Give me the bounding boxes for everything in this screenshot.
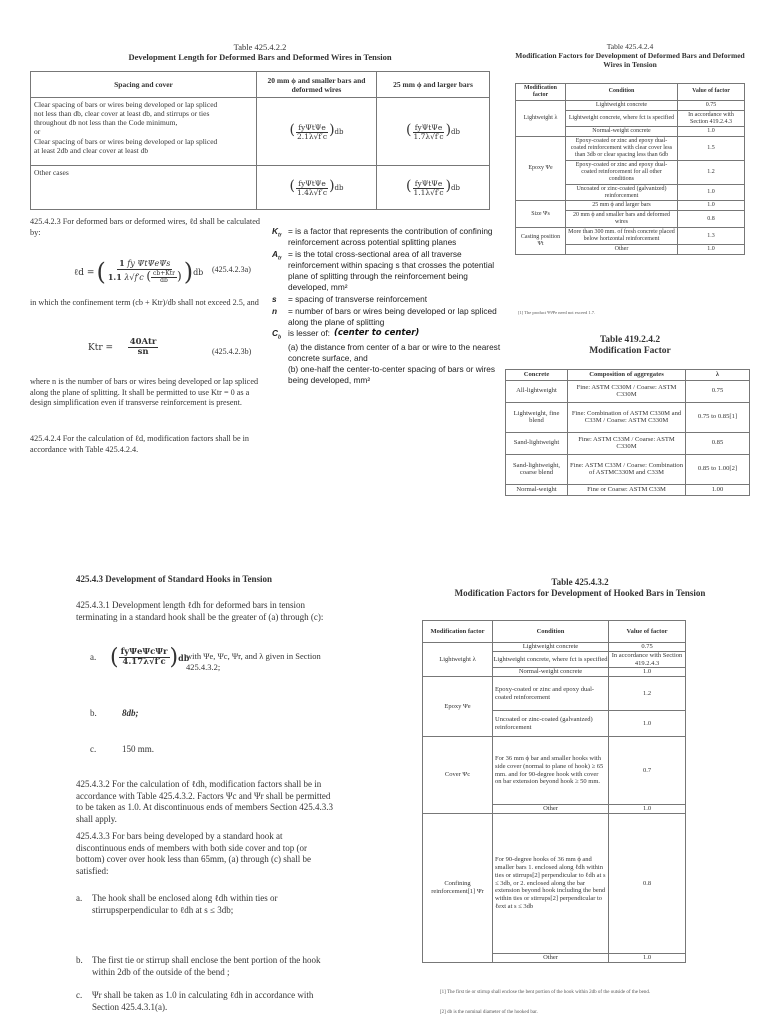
- table-title: Modification Factors for Development of Hooked Bars in Tension: [454, 587, 706, 598]
- row-value: 1.3: [678, 228, 745, 245]
- row-lambda: 1.00: [686, 484, 750, 495]
- table-title: Development Length for Deformed Bars and Deformed Wires in Tension: [128, 52, 392, 63]
- note-cb: $C_b$ is lesser of: (center to center): [272, 328, 420, 342]
- row-factor: Lightweight λ: [423, 643, 493, 677]
- col-header: 25 mm ϕ and larger bars: [377, 72, 490, 98]
- table-425-4-2-2: [30, 71, 490, 210]
- col-header: Concrete: [506, 370, 568, 381]
- eq-num: 1: [119, 258, 125, 269]
- row-concrete: Sand-lightweight: [506, 432, 568, 454]
- note-text: = spacing of transverse reinforcement: [288, 293, 428, 304]
- formula-db: db: [451, 183, 461, 192]
- row-condition: More than 300 mm. of fresh concrete placed below horizontal reinforcement: [566, 228, 678, 245]
- paragraph-425-4-3-1: 425.4.3.1 Development length ℓdh for deformed bars in tension terminating in a standard hook shall be the greater of (a) through (c):: [76, 600, 324, 622]
- table-419-2-4-2-caption: [520, 335, 740, 358]
- paragraph-425-4-3-2: 425.4.3.2 For the calculation of ℓdh, modification factors shall be in accordance with Table 425.4.3.2. Factors Ψc and Ψr shall be permitted to be taken as 1.0. At discontinuous ends of members Section 425.4.3.3 shall apply.: [76, 779, 333, 824]
- row-condition: Normal-weight concrete: [493, 668, 609, 677]
- table-footnote: [1] The product ΨtΨe need not exceed 1.7.: [518, 310, 596, 315]
- formula-cell: ( $\frac{\text{fyΨtΨe}}{1.7\lambda√f'c}$ )db: [377, 98, 490, 166]
- formula-db: db: [451, 127, 461, 136]
- list-label: a.: [76, 893, 83, 903]
- note-text: = is the total cross-sectional area of all traverse reinforcement within spacing s that crosses the potential plane of splitting through the reinforcement being developed, mm²: [288, 248, 495, 292]
- row-factor: Epoxy Ψe: [423, 677, 493, 737]
- row-concrete: All-lightweight: [506, 380, 568, 402]
- formula-denominator: 1.4λ√f′c: [296, 187, 328, 197]
- col-header: Spacing and cover: [31, 72, 257, 98]
- equation-ref: (425.4.2.3b): [212, 347, 252, 356]
- row-value: 1.5: [678, 137, 745, 161]
- row-condition: Epoxy-coated or zinc and epoxy dual-coated reinforcement: [493, 677, 609, 711]
- list-label: b.: [90, 708, 97, 718]
- eq-den: 4.17λ√f′c: [122, 657, 166, 667]
- notes-block: [272, 226, 502, 385]
- table-425-4-3-2: [422, 620, 686, 963]
- row-condition: Epoxy-coated or zinc and epoxy dual-coated reinforcement with clear cover less than 3db or clear spacing less than 6db: [566, 137, 678, 161]
- col-header: λ: [686, 370, 750, 381]
- row-aggregate: Fine: ASTM C33M / Coarse: Combination of ASTMC330M and C33M: [568, 454, 686, 484]
- row-condition: Other: [566, 244, 678, 254]
- row-value: In accordance with Section 419.2.4.3: [678, 110, 745, 127]
- eq-den: sn: [137, 347, 149, 358]
- table-419-2-4-2: [505, 369, 750, 496]
- handwritten-annotation: (center to center): [333, 328, 420, 339]
- row-concrete: Lightweight, fine blend: [506, 402, 568, 432]
- note-text: = number of bars or wires being developed or lap spliced along the plane of splitting: [288, 305, 497, 327]
- where-paragraph: where n is the number of bars or wires being developed or lap spliced along the plane of splitting. It shall be permitted to use Ktr = 0 as a design simplification even if transverse reinforcement is present.: [30, 377, 259, 407]
- row-factor: Size Ψs: [516, 201, 566, 228]
- row-condition: For 90-degree hooks of 36 mm ϕ and smaller bars 1. enclosed along ℓdh within ties or stirrups[2] perpendicular to ℓdh at s ≤ 3db, or 2. enclosed along the bar extension beyond hook including the bend within ties or stirrups[2] perpendicular to ℓext at s ≤ 3db: [493, 813, 609, 953]
- formula-cell: ( $\frac{\text{fyΨtΨe}}{1.4\lambda√f'c}$ )db: [257, 166, 377, 210]
- row-value: 1.2: [678, 161, 745, 185]
- eq-den: 1.1: [107, 271, 122, 282]
- row-condition: Uncoated or zinc-coated (galvanized) reinforcement: [566, 184, 678, 201]
- cell-line: Clear spacing of bars or wires being developed or lap spliced: [34, 100, 218, 109]
- row-lambda: 0.75: [686, 380, 750, 402]
- eq-num: fy: [127, 259, 135, 269]
- eq-num: fyΨeΨcΨr: [120, 646, 168, 657]
- list-label: c.: [76, 990, 83, 1000]
- section-heading: 425.4.3 Development of Standard Hooks in Tension: [76, 574, 273, 584]
- formula-numerator: fyΨtΨe: [298, 122, 326, 132]
- list-item-c: Ψr shall be taken as 1.0 in calculating ℓdh in accordance with Section 425.4.3.1(a).: [92, 990, 314, 1012]
- formula-cell: ( $\frac{\text{fyΨtΨe}}{1.1\lambda√f'c}$ )db: [377, 166, 490, 210]
- cell-line: not less than db, clear cover at least db, and stirrups or ties: [34, 109, 210, 119]
- row-factor: Lightweight λ: [516, 100, 566, 137]
- cell-line: throughout db not less than the Code minimum,: [34, 118, 178, 128]
- list-label: a.: [90, 652, 97, 662]
- col-header: Modification factor: [516, 84, 566, 101]
- row-condition: Lightweight concrete, where fct is specified: [566, 110, 678, 127]
- formula-numerator: fyΨtΨe: [414, 178, 443, 188]
- col-header: Value of factor: [609, 621, 686, 643]
- row-condition: Other: [493, 953, 609, 962]
- row-aggregate: Fine or Coarse: ASTM C33M: [568, 484, 686, 495]
- row-value: 1.0: [609, 953, 686, 962]
- row-value: 1.0: [678, 201, 745, 211]
- eq-lhs: ℓd =: [74, 267, 95, 278]
- item-b-text: 8db;: [122, 708, 139, 718]
- table-footnote: [2] db is the nominal diameter of the hooked bar.: [440, 1010, 538, 1015]
- row-factor: Casting position Ψt: [516, 228, 566, 255]
- note-cb-b: (b) one-half the center-to-center spacing of bars or wires being developed, mm²: [288, 363, 496, 385]
- equation-425-4-2-3b: [88, 338, 165, 358]
- list-item-a: The hook shall be enclosed along ℓdh within ties or stirrupsperpendicular to ℓdh at s ≤ 3db;: [92, 893, 278, 915]
- section-425-4-2-3-intro: 425.4.2.3 For deformed bars or deformed wires, ℓd shall be calculated by:: [30, 217, 260, 237]
- row-value: In accordance with Section 419.2.4.3: [609, 651, 686, 668]
- table-cell: Other cases: [31, 166, 257, 210]
- col-header: 20 mm ϕ and smaller bars and deformed wires: [257, 72, 377, 98]
- note-ktr: $K_{tr}$ = is a factor that represents the contribution of confining reinforcement across potential splitting planes: [272, 226, 502, 248]
- eq-db: db: [178, 652, 190, 663]
- formula-denominator: 1.1λ√f′c: [413, 187, 444, 197]
- note-text: = is a factor that represents the contribution of confining reinforcement across potential splitting planes: [288, 226, 493, 247]
- cell-line: Clear spacing of bars or wires being developed or lap spliced: [34, 136, 218, 146]
- row-value: 0.8: [678, 211, 745, 228]
- row-value: 1.0: [678, 244, 745, 254]
- equation-425-4-2-3a: ℓd = ( 1 fy ΨtΨeΨs 1.1 λ√f′c ( $\frac{\text{cb+Ktr}}{db}$ ) ) db: [74, 258, 204, 286]
- table-cell: [31, 98, 257, 166]
- equation-hook-a-note: with Ψe, Ψc, Ψr, and λ given in Section 425.4.3.2;: [186, 651, 321, 672]
- row-condition: Other: [493, 805, 609, 814]
- cell-line: at least 2db and clear cover at least db: [34, 145, 149, 155]
- row-value: 0.8: [609, 813, 686, 953]
- table-label: Table 425.4.3.2: [551, 577, 609, 587]
- row-value: 1.0: [609, 668, 686, 677]
- row-condition: 20 mm ϕ and smaller bars and deformed wires: [566, 211, 678, 228]
- row-value: 0.75: [678, 100, 745, 110]
- col-header: Condition: [493, 621, 609, 643]
- formula-db: db: [334, 127, 344, 136]
- note-s: s = spacing of transverse reinforcement: [272, 293, 428, 304]
- table-title: Modification Factors for Development of Deformed Bars and Deformed Wires in Tension: [515, 51, 745, 69]
- table-footnote: [1] The first tie or stirrup shall enclose the bent portion of the hook within 2db of the outside of the bend.: [440, 990, 651, 995]
- col-header: Modification factor: [423, 621, 493, 643]
- note-cb-a: (a) the distance from center of a bar or wire to the nearest concrete surface, and: [288, 341, 501, 363]
- note-n: n = number of bars or wires being developed or lap spliced along the plane of splitting: [272, 306, 502, 328]
- row-value: 1.0: [609, 805, 686, 814]
- row-value: 0.75: [609, 643, 686, 652]
- list-label: b.: [76, 955, 83, 965]
- row-condition: Lightweight concrete: [566, 100, 678, 110]
- item-c-text: 150 mm.: [122, 744, 155, 754]
- table-label: Table 425.4.2.2: [233, 42, 287, 52]
- row-aggregate: Fine: Combination of ASTM C330M and C33M / Coarse: ASTM C330M: [568, 402, 686, 432]
- row-condition: Epoxy-coated or zinc and epoxy dual-coated reinforcement for all other conditions: [566, 161, 678, 185]
- row-condition: Lightweight concrete: [493, 643, 609, 652]
- row-value: 0.7: [609, 737, 686, 805]
- note-atr: $A_{tr}$ = is the total cross-sectional area of all traverse reinforcement within spacing s that crosses the potential plane of splitting through the reinforcement being developed, mm²: [272, 249, 502, 293]
- row-factor: Epoxy Ψe: [516, 137, 566, 201]
- eq-num: 40Atr: [129, 337, 157, 347]
- formula-denominator: 2.1λ√f′c: [296, 131, 328, 141]
- eq-inner-num: cb+Ktr: [153, 269, 175, 277]
- row-condition: Uncoated or zinc-coated (galvanized) reinforcement: [493, 711, 609, 737]
- eq-lhs: Ktr =: [88, 342, 114, 353]
- table-425-4-2-2-caption: [30, 42, 490, 62]
- equation-ref: (425.4.2.3a): [212, 265, 251, 274]
- row-concrete: Normal-weight: [506, 484, 568, 495]
- row-value: 1.0: [678, 184, 745, 201]
- row-value: 1.0: [609, 711, 686, 737]
- formula-denominator: 1.7λ√f′c: [413, 131, 444, 141]
- table-425-4-2-4-caption: [515, 42, 745, 69]
- row-lambda: 0.85 to 1.00[2]: [686, 454, 750, 484]
- table-label: Table 419.2.4.2: [599, 335, 661, 345]
- table-label: Table 425.4.2.4: [606, 42, 654, 51]
- row-lambda: 0.85: [686, 432, 750, 454]
- table-425-4-2-4: [515, 83, 745, 255]
- col-header: Composition of aggregates: [568, 370, 686, 381]
- col-header: Condition: [566, 84, 678, 101]
- list-label: c.: [90, 744, 97, 754]
- row-factor: Cover Ψc: [423, 737, 493, 814]
- confinement-note: in which the confinement term (cb + Ktr)/db shall not exceed 2.5, and: [30, 298, 259, 307]
- formula-db: db: [334, 183, 344, 192]
- row-value: 1.0: [678, 127, 745, 137]
- eq-db: db: [193, 267, 204, 277]
- cell-line: or: [34, 127, 41, 137]
- row-concrete: Sand-lightweight, coarse blend: [506, 454, 568, 484]
- row-aggregate: Fine: ASTM C330M / Coarse: ASTM C330M: [568, 380, 686, 402]
- formula-cell: ( $\frac{\text{fyΨtΨe}}{2.1\lambda√f'c}$ )db: [257, 98, 377, 166]
- row-condition: 25 mm ϕ and larger bars: [566, 201, 678, 211]
- list-item-b: The first tie or stirrup shall enclose the bent portion of the hook within 2db of the outside of the bend ;: [92, 955, 321, 977]
- row-factor: Confining reinforcement[1] Ψr: [423, 813, 493, 962]
- eq-num: ΨtΨeΨs: [137, 259, 171, 269]
- paragraph-425-4-3-3: 425.4.3.3 For bars being developed by a standard hook at discontinuous ends of members with both side cover and top (or bottom) cover over hook less than 65mm, (a) through (c) shall be satisfied:: [76, 831, 311, 876]
- eq-den: λ√f′c: [124, 272, 144, 282]
- row-aggregate: Fine: ASTM C33M / Coarse: ASTM C330M: [568, 432, 686, 454]
- row-value: 1.2: [609, 677, 686, 711]
- row-condition: Lightweight concrete, where fct is specified: [493, 651, 609, 668]
- formula-numerator: fyΨtΨe: [414, 122, 443, 132]
- table-425-4-3-2-caption: [430, 577, 730, 599]
- row-condition: Normal-weight concrete: [566, 127, 678, 137]
- note-text: is lesser of:: [288, 328, 330, 339]
- col-header: Value of factor: [678, 84, 745, 101]
- table-title: Modification Factor: [589, 346, 671, 357]
- row-lambda: 0.75 to 0.85[1]: [686, 402, 750, 432]
- eq-inner-den: db: [160, 277, 168, 285]
- equation-hook-a: ( $\frac{\text{fyΨeΨcΨr}}{4.17\lambda√f'c}$ ) db: [110, 645, 190, 670]
- formula-numerator: fyΨtΨe: [298, 178, 326, 188]
- section-425-4-2-4: 425.4.2.4 For the calculation of ℓd, modification factors shall be in accordance with Table 425.4.2.4.: [30, 434, 250, 454]
- row-condition: For 36 mm ϕ bar and smaller hooks with side cover (normal to plane of hook) ≥ 65 mm. and for 90-degree hook with cover on bar extension beyond hook ≥ 50 mm.: [493, 737, 609, 805]
